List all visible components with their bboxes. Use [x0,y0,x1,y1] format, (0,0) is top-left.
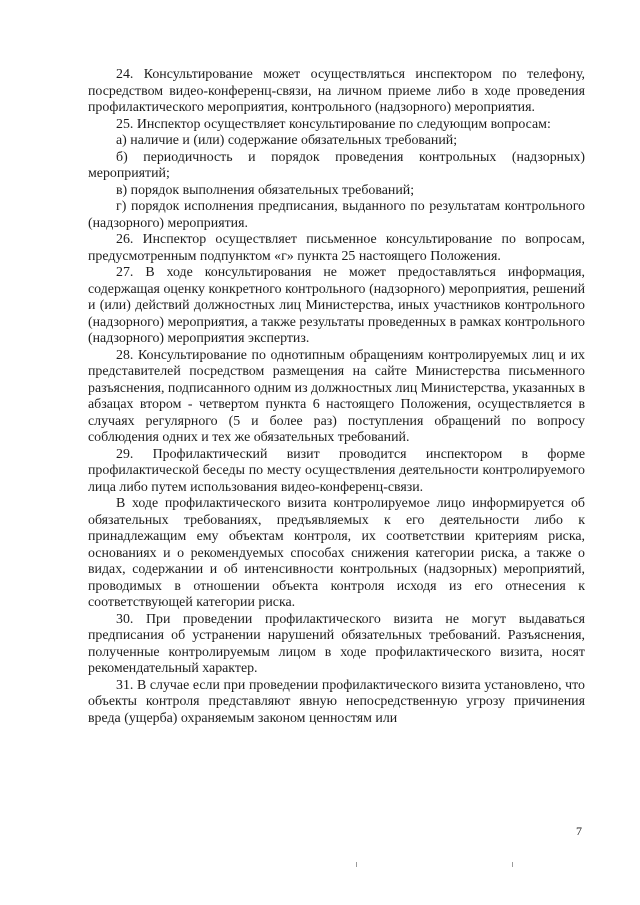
paragraph-25: 25. Инспектор осуществляет консультирование по следующим вопросам: [116,116,551,132]
paragraph-27: 27. В ходе консультирования не может предоставляться информация, содержащая оценку конкретного контрольного (надзорного) мероприятия, решений и (или) действий должностных лиц Министерства, иных участников контрольного (надзорного) мероприятия, а также результаты проведенных в рамках контрольного (надзорного) мероприятия экспертиз. [88,265,585,346]
paragraph-30: 30. При проведении профилактического визита не могут выдаваться предписания об устранении нарушений обязательных требований. Разъяснения, полученные контролируемым лицом в ходе профилактического визита, носят рекомендательный характер. [88,611,585,676]
list-item-a: а) наличие и (или) содержание обязательных требований; [116,133,458,148]
paragraph-29-continued: В ходе профилактического визита контролируемое лицо информируется об обязательных требованиях, предъявляемых к его деятельности либо к принадлежащим ему объектам контроля, их соответствии критериям риска, основаниях и о рекомендуемых способах снижения категории риска, а также о видах, содержании и об интенсивности контрольных (надзорных) мероприятий, проводимых в отношении объекта контроля исходя из его отнесения к соответствующей категории риска. [88,496,585,610]
list-item-g: г) порядок исполнения предписания, выданного по результатам контрольного (надзорного) мероприятия. [88,199,585,231]
page-number: 7 [576,824,582,838]
paragraph-26: 26. Инспектор осуществляет письменное консультирование по вопросам, предусмотренным подпунктом «г» пункта 25 настоящего Положения. [88,232,585,264]
scan-artifact-mark [356,862,357,867]
list-item-v: в) порядок выполнения обязательных требований; [116,182,415,198]
paragraph-24: 24. Консультирование может осуществляться инспектором по телефону, посредством видео-конференц-связи, на личном приеме либо в ходе проведения профилактического мероприятия, контрольного (надзорного) мероприятия. [88,67,585,115]
paragraph-31: 31. В случае если при проведении профилактического визита установлено, что объекты контроля представляют явную непосредственную угрозу причинения вреда (ущерба) охраняемым законом ценностям или [88,677,585,726]
list-item-b: б) периодичность и порядок проведения контрольных (надзорных) мероприятий; [88,149,585,181]
scan-artifact-mark [512,862,513,867]
paragraph-29: 29. Профилактический визит проводится инспектором в форме профилактической беседы по месту осуществления деятельности контролируемого лица либо путем использования видео-конференц-связи. [88,446,585,495]
body-text [88,67,585,727]
paragraph-28: 28. Консультирование по однотипным обращениям контролируемых лиц и их представителей посредством размещения на сайте Министерства письменного разъяснения, подписанного одним из должностных лиц Министерства, указанных в абзацах втором - четвертом пункта 6 настоящего Положения, осуществляется в случаях регулярного (5 и более раз) поступления обращений по вопросу соблюдения одних и тех же обязательных требований. [88,347,586,445]
